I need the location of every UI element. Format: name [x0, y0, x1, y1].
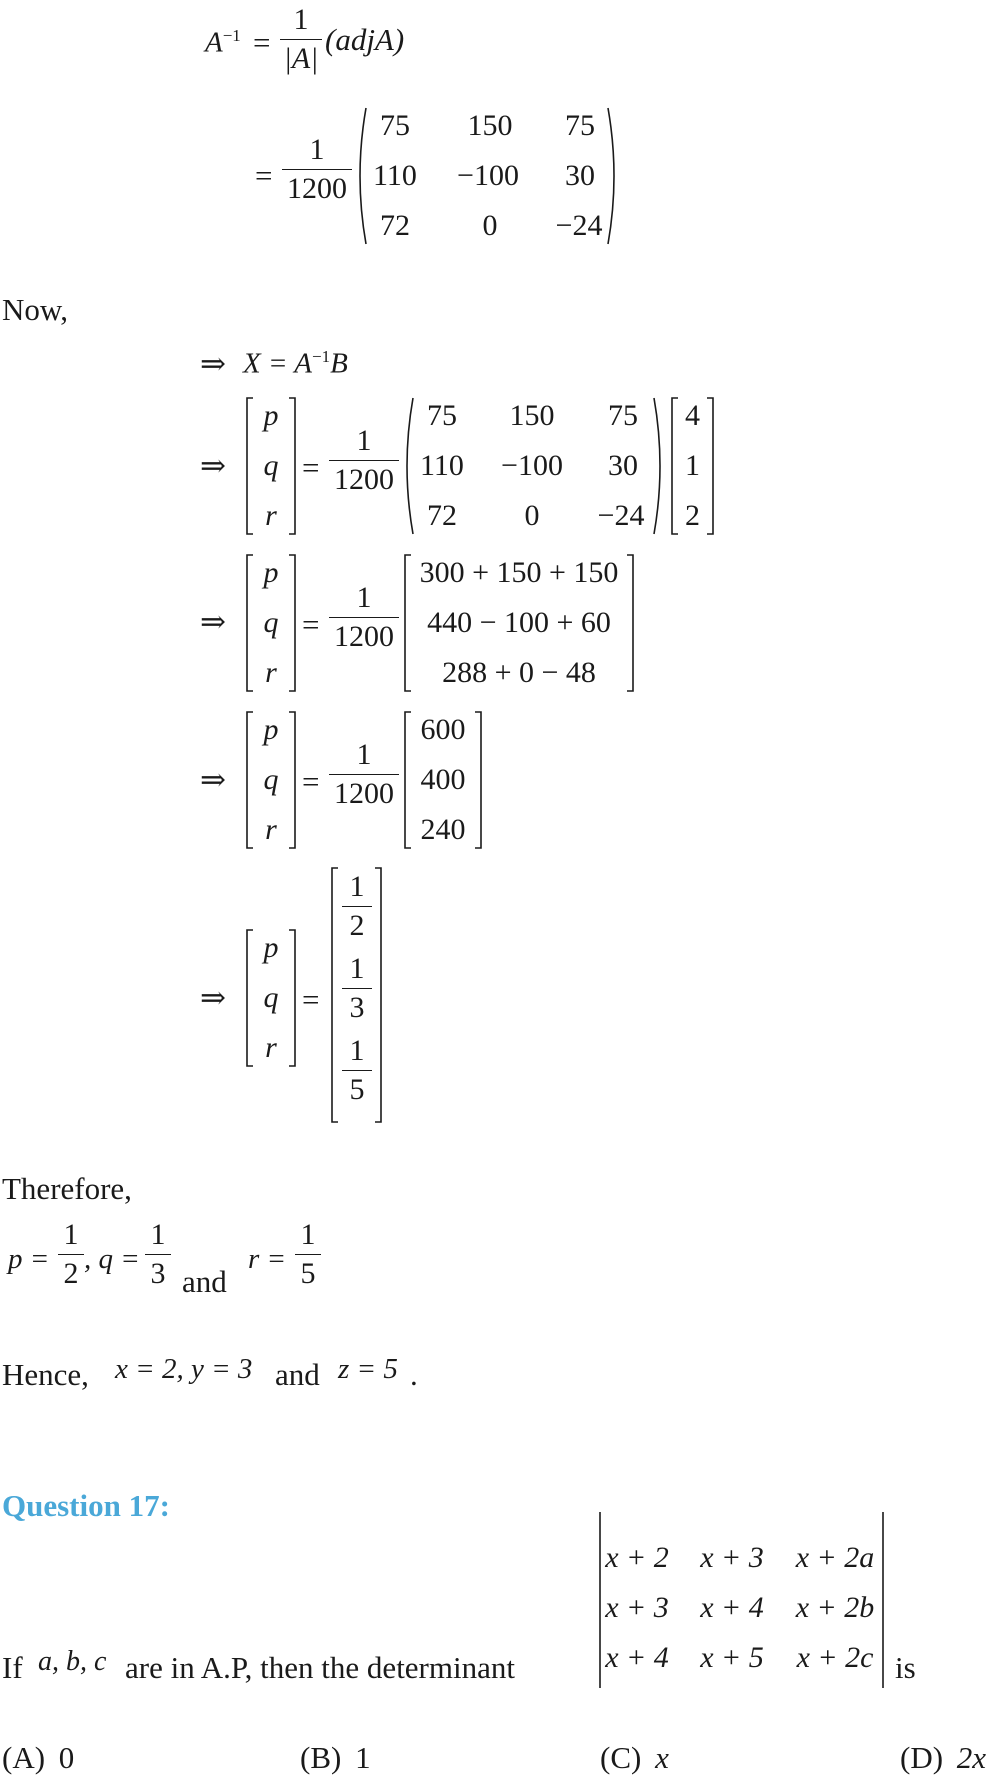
final-fraction: 1 5	[342, 1036, 372, 1105]
right-bracket	[287, 396, 297, 536]
right-bracket	[287, 710, 297, 850]
option-a[interactable]	[2, 1742, 74, 1773]
matrix-cell: −100	[457, 159, 519, 192]
fraction-1-1200: 1 1200	[329, 740, 399, 809]
left-bracket	[245, 710, 255, 850]
vector-p: p	[263, 399, 279, 432]
p-equals: p =	[8, 1243, 50, 1275]
vector-p: p	[263, 556, 279, 589]
vector-q: q	[263, 606, 279, 639]
determinant-cell: x + 2a	[795, 1541, 875, 1574]
matrix-cell: −24	[555, 209, 603, 242]
matrix-cell: 110	[373, 159, 417, 192]
left-paren	[354, 106, 368, 246]
equals-sign: =	[302, 982, 320, 1017]
determinant-cell: x + 5	[700, 1641, 764, 1674]
right-bracket	[705, 396, 715, 536]
b-vector-cell: 1	[685, 449, 700, 482]
determinant-cell: x + 4	[700, 1591, 764, 1624]
question-text: are in A.P, then the determinant	[125, 1650, 515, 1685]
left-bracket	[403, 553, 413, 693]
adj-a: (adjA)	[325, 22, 405, 57]
matrix-cell: 72	[380, 209, 410, 242]
question-vars: a, b, c	[38, 1646, 107, 1677]
matrix-cell: 150	[467, 109, 513, 142]
vector-r: r	[265, 656, 277, 689]
b-vector-cell: 4	[685, 399, 700, 432]
vector-q: q	[263, 981, 279, 1014]
implies-arrow: ⇒	[200, 346, 226, 381]
implies-arrow: ⇒	[200, 604, 226, 639]
fraction-1-1200: 1 1200	[329, 426, 399, 495]
and-word: and	[275, 1357, 320, 1392]
determinant-cell: x + 2c	[796, 1641, 874, 1674]
question-heading: Question 17:	[2, 1488, 170, 1523]
therefore-label: Therefore,	[2, 1171, 132, 1206]
equals-sign: =	[302, 607, 320, 642]
inverse-lhs: $A^{-1}$	[205, 26, 241, 59]
vector-q: q	[263, 449, 279, 482]
matrix-cell: 150	[509, 399, 555, 432]
left-bracket	[245, 553, 255, 693]
final-fraction: 1 3	[342, 954, 372, 1023]
determinant-cell: x + 2b	[795, 1591, 875, 1624]
right-bracket	[473, 710, 483, 850]
left-bracket	[245, 396, 255, 536]
option-b[interactable]	[300, 1742, 371, 1773]
r-equals: r =	[248, 1243, 287, 1275]
question-is: is	[895, 1650, 916, 1685]
right-bracket	[373, 866, 383, 1124]
x-equation: $X = A^{-1}B$	[243, 347, 348, 380]
result-row: 600	[420, 713, 466, 746]
b-vector-cell: 2	[685, 499, 700, 532]
sum-row: 288 + 0 − 48	[442, 656, 596, 689]
and-word: and	[182, 1264, 227, 1299]
matrix-cell: −24	[597, 499, 645, 532]
left-bracket	[330, 866, 340, 1124]
left-paren	[401, 396, 415, 536]
option-b-label: (B)	[300, 1740, 342, 1775]
option-a-label: (A)	[2, 1740, 46, 1775]
inverse-fraction: 1 |A|	[280, 5, 322, 74]
matrix-cell: 75	[380, 109, 410, 142]
r-fraction: 1 5	[295, 1220, 321, 1289]
result-row: 240	[420, 813, 466, 846]
fraction-1-1200: 1 1200	[282, 135, 352, 204]
sum-row: 300 + 150 + 150	[419, 556, 619, 589]
equals-sign: =	[302, 450, 320, 485]
left-bracket	[245, 928, 255, 1068]
question-if: If	[2, 1650, 23, 1685]
determinant-cell: x + 3	[700, 1541, 764, 1574]
now-label: Now,	[2, 292, 69, 327]
matrix-cell: 75	[565, 109, 595, 142]
p-fraction: 1 2	[58, 1220, 84, 1289]
implies-arrow: ⇒	[200, 980, 226, 1015]
determinant-cell: x + 3	[605, 1591, 669, 1624]
determinant-left-bar	[598, 1510, 602, 1690]
option-d[interactable]	[900, 1742, 986, 1773]
right-bracket	[287, 928, 297, 1068]
q-equals: , q =	[84, 1243, 140, 1275]
vector-r: r	[265, 499, 277, 532]
right-paren	[606, 106, 620, 246]
matrix-cell: 30	[565, 159, 595, 192]
implies-arrow: ⇒	[200, 762, 226, 797]
q-fraction: 1 3	[145, 1220, 171, 1289]
implies-arrow: ⇒	[200, 448, 226, 483]
vector-r: r	[265, 813, 277, 846]
option-b-value: 1	[355, 1740, 371, 1775]
fraction-1-1200: 1 1200	[329, 583, 399, 652]
equals-sign: =	[253, 25, 271, 60]
option-d-label: (D)	[900, 1740, 944, 1775]
matrix-cell: 72	[427, 499, 457, 532]
right-bracket	[625, 553, 635, 693]
sum-row: 440 − 100 + 60	[427, 606, 611, 639]
matrix-cell: −100	[501, 449, 563, 482]
option-c-value: x	[655, 1740, 669, 1775]
matrix-cell: 110	[420, 449, 464, 482]
equals-sign: =	[255, 158, 273, 193]
matrix-cell: 0	[482, 209, 498, 242]
matrix-cell: 30	[608, 449, 638, 482]
option-c[interactable]	[600, 1742, 669, 1773]
period: .	[410, 1357, 418, 1392]
option-a-value: 0	[58, 1740, 75, 1775]
vector-q: q	[263, 763, 279, 796]
hence-label: Hence,	[2, 1357, 89, 1392]
z-value: z = 5	[338, 1353, 398, 1385]
determinant-cell: x + 2	[605, 1541, 669, 1574]
left-bracket	[403, 710, 413, 850]
matrix-cell: 0	[524, 499, 540, 532]
matrix-cell: 75	[427, 399, 457, 432]
right-paren	[652, 396, 666, 536]
final-fraction: 1 2	[342, 872, 372, 941]
option-c-label: (C)	[600, 1740, 642, 1775]
vector-p: p	[263, 931, 279, 964]
vector-p: p	[263, 713, 279, 746]
equals-sign: =	[302, 764, 320, 799]
right-bracket	[287, 553, 297, 693]
matrix-cell: 75	[608, 399, 638, 432]
vector-r: r	[265, 1031, 277, 1064]
determinant-right-bar	[881, 1510, 885, 1690]
result-row: 400	[420, 763, 466, 796]
determinant-cell: x + 4	[605, 1641, 669, 1674]
xy-values: x = 2, y = 3	[115, 1353, 253, 1385]
left-bracket	[670, 396, 680, 536]
option-d-value: 2x	[956, 1740, 987, 1775]
